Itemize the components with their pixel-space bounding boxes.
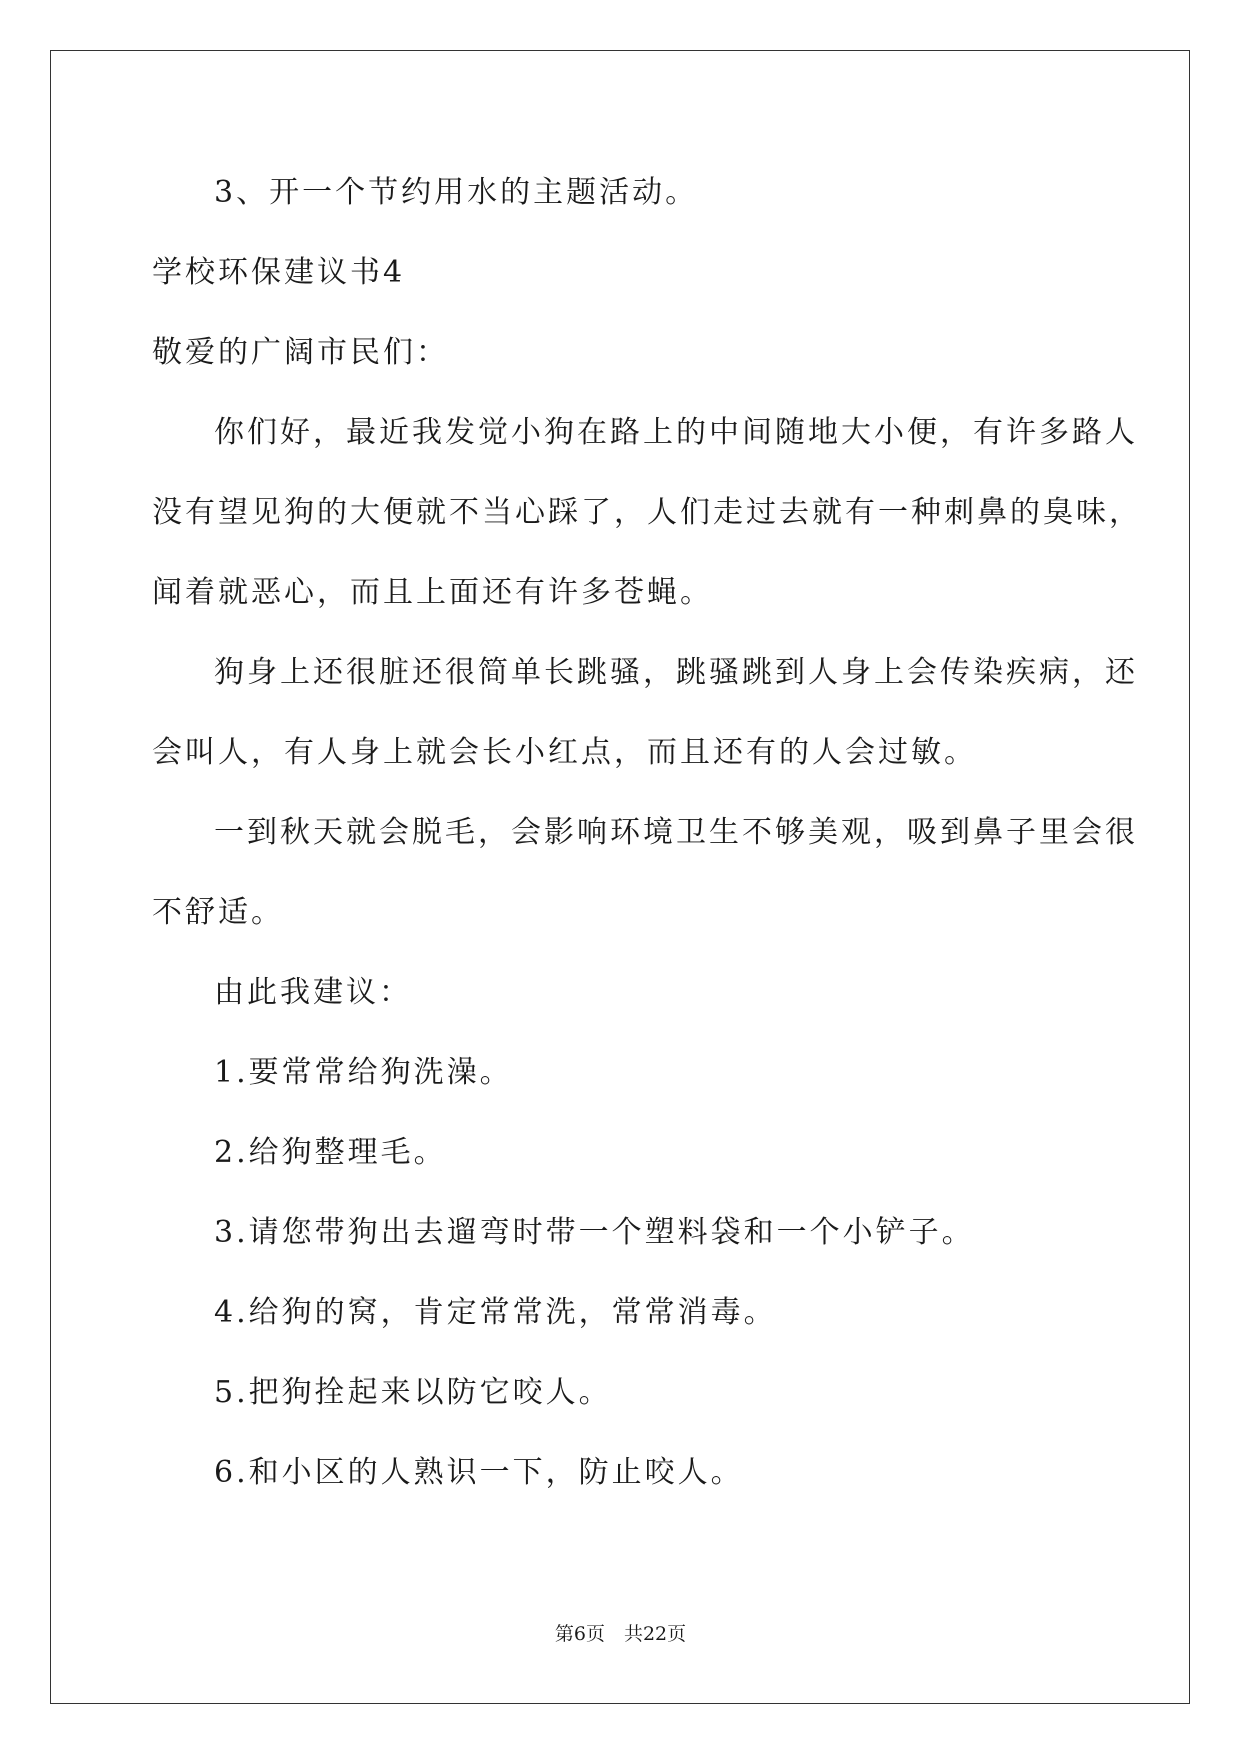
paragraph-line: 狗身上还很脏还很简单长跳骚，跳骚跳到人身上会传染疾病，还	[214, 655, 1138, 690]
paragraph-line: 闻着就恶心，而且上面还有许多苍蝇。	[152, 575, 713, 610]
list-item: 4.给狗的窝，肯定常常洗，常常消毒。	[214, 1295, 777, 1330]
salutation: 敬爱的广阔市民们：	[152, 335, 449, 370]
list-item: 5.把狗拴起来以防它咬人。	[214, 1375, 612, 1410]
paragraph-line: 没有望见狗的大便就不当心踩了，人们走过去就有一种刺鼻的臭味，	[152, 495, 1142, 530]
paragraph-line: 不舒适。	[152, 895, 284, 930]
list-item: 1.要常常给狗洗澡。	[214, 1055, 513, 1090]
paragraph-line: 3、开一个节约用水的主题活动。	[214, 175, 699, 210]
list-item: 3.请您带狗出去遛弯时带一个塑料袋和一个小铲子。	[214, 1215, 975, 1250]
list-item: 6.和小区的人熟识一下，防止咬人。	[214, 1455, 744, 1490]
paragraph-line: 由此我建议：	[214, 975, 412, 1010]
paragraph-line: 一到秋天就会脱毛，会影响环境卫生不够美观，吸到鼻子里会很	[214, 815, 1138, 850]
paragraph-line: 会叫人，有人身上就会长小红点，而且还有的人会过敏。	[152, 735, 977, 770]
section-title: 学校环保建议书4	[152, 255, 406, 290]
paragraph-line: 你们好，最近我发觉小狗在路上的中间随地大小便，有许多路人	[214, 415, 1138, 450]
list-item: 2.给狗整理毛。	[214, 1135, 447, 1170]
page-number-footer: 第6页 共22页	[554, 1623, 687, 1645]
